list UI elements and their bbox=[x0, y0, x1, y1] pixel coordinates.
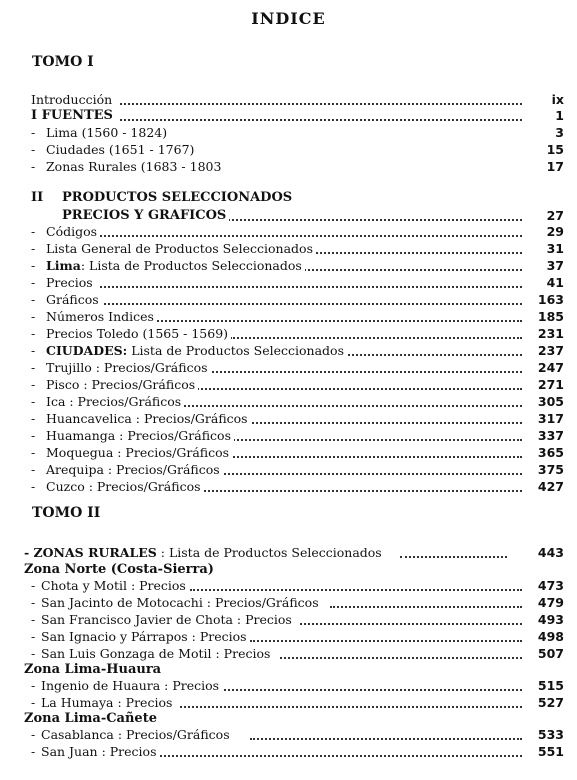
bullet-dash: - bbox=[31, 326, 36, 341]
section-ii-line1 bbox=[0, 190, 577, 206]
entry-label: Ingenio de Huaura : Precios bbox=[41, 678, 222, 694]
dot-leader bbox=[120, 103, 522, 105]
page-number: 15 bbox=[546, 142, 564, 157]
dot-leader bbox=[220, 689, 522, 691]
page-number: 163 bbox=[537, 292, 564, 307]
entry-label bbox=[46, 258, 305, 274]
dot-leader bbox=[200, 219, 522, 221]
entry-label: Lima (1560 - 1824) bbox=[46, 125, 170, 141]
bullet-dash: - bbox=[31, 578, 36, 593]
page-number: 479 bbox=[537, 595, 564, 610]
page-number: 29 bbox=[546, 224, 564, 239]
toc-entry-cuzco[interactable] bbox=[0, 479, 577, 495]
bullet-dash: - bbox=[31, 377, 36, 392]
page-number: 498 bbox=[537, 629, 564, 644]
entry-label: Zonas Rurales (1683 - 1803 bbox=[46, 159, 224, 175]
entry-label: Gráficos bbox=[46, 292, 102, 308]
dot-leader bbox=[100, 303, 522, 305]
page-number: 271 bbox=[537, 377, 564, 392]
dot-leader bbox=[160, 755, 522, 757]
page-number: 527 bbox=[537, 695, 564, 710]
bullet-dash: - bbox=[31, 744, 36, 759]
toc-entry-humaya[interactable] bbox=[0, 695, 577, 711]
bullet-dash: - bbox=[31, 275, 36, 290]
toc-entry-precios[interactable] bbox=[0, 275, 577, 291]
toc-entry-ciudades-lista[interactable] bbox=[0, 343, 577, 359]
toc-entry-san-juan[interactable] bbox=[0, 744, 577, 760]
dot-leader bbox=[220, 473, 522, 475]
bullet-dash: - bbox=[31, 462, 36, 477]
dot-leader bbox=[250, 738, 522, 740]
entry-label: Casablanca : Precios/Gráficos bbox=[41, 727, 233, 743]
zona-canete-heading bbox=[0, 711, 577, 727]
entry-label: Ica : Precios/Gráficos bbox=[46, 394, 184, 410]
toc-entry-ica[interactable] bbox=[0, 394, 577, 410]
dot-leader bbox=[300, 269, 522, 271]
dot-leader bbox=[200, 371, 522, 373]
dot-leader bbox=[180, 405, 522, 407]
zona-huaura-heading bbox=[0, 662, 577, 678]
dot-leader bbox=[340, 354, 522, 356]
toc-entry-san-francisco[interactable] bbox=[0, 612, 577, 628]
page-number: 37 bbox=[546, 258, 564, 273]
toc-entry-lima-lista[interactable] bbox=[0, 258, 577, 274]
section-roman: II bbox=[31, 190, 46, 206]
toc-entry-introduccion[interactable] bbox=[0, 92, 577, 108]
entry-label: Precios bbox=[46, 275, 96, 291]
toc-entry-precios-graficos[interactable] bbox=[0, 208, 577, 224]
bullet-dash: - bbox=[31, 360, 36, 375]
page-number: 375 bbox=[537, 462, 564, 477]
toc-entry-ciudades[interactable] bbox=[0, 142, 577, 158]
dot-leader bbox=[150, 320, 522, 322]
dot-leader bbox=[230, 456, 522, 458]
tomo-i-heading: TOMO I bbox=[32, 54, 94, 70]
dot-leader bbox=[180, 706, 522, 708]
dot-leader bbox=[230, 337, 522, 339]
page-number: 317 bbox=[537, 411, 564, 426]
entry-label-bold: CIUDADES: bbox=[46, 343, 128, 358]
bullet-dash: - bbox=[31, 678, 36, 693]
entry-label-bold: ZONAS RURALES bbox=[33, 545, 157, 560]
entry-label: Moquegua : Precios/Gráficos bbox=[46, 445, 232, 461]
page-number: 365 bbox=[537, 445, 564, 460]
page-number: 31 bbox=[546, 241, 564, 256]
entry-label: San Francisco Javier de Chota : Precios bbox=[41, 612, 295, 628]
toc-entry-huamanga[interactable] bbox=[0, 428, 577, 444]
entry-label: Arequipa : Precios/Gráficos bbox=[46, 462, 223, 478]
toc-entry-casablanca[interactable] bbox=[0, 727, 577, 743]
page-number: 231 bbox=[537, 326, 564, 341]
page-number: 41 bbox=[546, 275, 564, 290]
page-number: 27 bbox=[546, 208, 564, 223]
page-number: 427 bbox=[537, 479, 564, 494]
toc-entry-graficos[interactable] bbox=[0, 292, 577, 308]
entry-label bbox=[24, 545, 385, 561]
entry-label-bold: Lima bbox=[46, 258, 81, 273]
entry-label: San Luis Gonzaga de Motil : Precios bbox=[41, 646, 273, 662]
entry-label: San Jacinto de Motocachi : Precios/Gráficos bbox=[41, 595, 322, 611]
entry-label: Huancavelica : Precios/Gráficos bbox=[46, 411, 251, 427]
toc-entry-zonas-rurales-lista[interactable] bbox=[0, 545, 577, 561]
page-number: 247 bbox=[537, 360, 564, 375]
toc-entry-trujillo[interactable] bbox=[0, 360, 577, 376]
page-number: 17 bbox=[546, 159, 564, 174]
toc-entry-pisco[interactable] bbox=[0, 377, 577, 393]
toc-entry-gonzaga[interactable] bbox=[0, 646, 577, 662]
bullet-dash: - bbox=[31, 125, 36, 140]
bullet-dash: - bbox=[31, 727, 36, 742]
toc-entry-lista-general[interactable] bbox=[0, 241, 577, 257]
toc-entry-chota[interactable] bbox=[0, 578, 577, 594]
page-number: 1 bbox=[555, 108, 564, 123]
bullet-dash: - bbox=[31, 394, 36, 409]
page-number: 185 bbox=[537, 309, 564, 324]
entry-label: I FUENTES bbox=[31, 108, 116, 124]
toc-entry-zonas-rurales[interactable] bbox=[0, 159, 577, 175]
dot-leader bbox=[240, 422, 522, 424]
page-number: 337 bbox=[537, 428, 564, 443]
toc-entry-fuentes[interactable] bbox=[0, 108, 577, 124]
entry-label-rest: Lista de Productos Seleccionados bbox=[127, 343, 344, 358]
entry-label: Códigos bbox=[46, 224, 100, 240]
page-number: ix bbox=[551, 92, 564, 107]
page-number: 3 bbox=[555, 125, 564, 140]
bullet-dash: - bbox=[31, 428, 36, 443]
entry-label: Lista General de Productos Seleccionados bbox=[46, 241, 316, 257]
toc-entry-ingenio[interactable] bbox=[0, 678, 577, 694]
toc-entry-moquegua[interactable] bbox=[0, 445, 577, 461]
bullet-dash: - bbox=[31, 411, 36, 426]
entry-label bbox=[46, 343, 347, 359]
bullet-dash: - bbox=[31, 646, 36, 661]
page-number: 443 bbox=[537, 545, 564, 560]
bullet-dash: - bbox=[31, 695, 36, 710]
entry-label: Números Indices bbox=[46, 309, 157, 325]
bullet-dash: - bbox=[31, 612, 36, 627]
page-number: 515 bbox=[537, 678, 564, 693]
entry-label-rest: : Lista de Productos Seleccionados bbox=[80, 258, 302, 273]
page-number: 237 bbox=[537, 343, 564, 358]
zone-heading: Zona Lima-Cañete bbox=[24, 711, 160, 727]
dot-leader bbox=[200, 490, 522, 492]
entry-label: Pisco : Precios/Gráficos bbox=[46, 377, 198, 393]
bullet-dash: - bbox=[31, 445, 36, 460]
dot-leader bbox=[190, 589, 522, 591]
bullet-dash: - bbox=[31, 142, 36, 157]
entry-label: San Ignacio y Párrapos : Precios bbox=[41, 629, 250, 645]
page-number: 551 bbox=[537, 744, 564, 759]
bullet-dash: - bbox=[31, 479, 36, 494]
page-number: 507 bbox=[537, 646, 564, 661]
dot-leader bbox=[100, 235, 522, 237]
entry-label: PRECIOS Y GRAFICOS bbox=[62, 208, 229, 224]
zone-heading: Zona Norte (Costa-Sierra) bbox=[24, 562, 217, 578]
page-number: 305 bbox=[537, 394, 564, 409]
dot-leader bbox=[120, 119, 522, 121]
bullet-dash: - bbox=[31, 309, 36, 324]
entry-label-rest: : Lista de Productos Seleccionados bbox=[156, 545, 382, 560]
tomo-ii-heading: TOMO II bbox=[32, 505, 101, 521]
bullet-dash: - bbox=[31, 159, 36, 174]
entry-label: La Humaya : Precios bbox=[41, 695, 175, 711]
entry-label-bold: - bbox=[24, 545, 34, 560]
entry-label: Huamanga : Precios/Gráficos bbox=[46, 428, 234, 444]
page-number: 533 bbox=[537, 727, 564, 742]
dot-leader bbox=[330, 606, 522, 608]
entry-label: San Juan : Precios bbox=[41, 744, 160, 760]
toc-entry-codigos[interactable] bbox=[0, 224, 577, 240]
toc-entry-lima[interactable] bbox=[0, 125, 577, 141]
entry-label: Precios Toledo (1565 - 1569) bbox=[46, 326, 231, 342]
toc-entry-motocachi[interactable] bbox=[0, 595, 577, 611]
bullet-dash: - bbox=[31, 224, 36, 239]
toc-entry-precios-toledo[interactable] bbox=[0, 326, 577, 342]
dot-leader bbox=[400, 556, 507, 558]
toc-entry-numeros-indices[interactable] bbox=[0, 309, 577, 325]
section-title: PRODUCTOS SELECCIONADOS bbox=[62, 190, 295, 206]
toc-entry-arequipa[interactable] bbox=[0, 462, 577, 478]
bullet-dash: - bbox=[31, 343, 36, 358]
dot-leader bbox=[300, 623, 522, 625]
dot-leader bbox=[300, 252, 522, 254]
toc-entry-huancavelica[interactable] bbox=[0, 411, 577, 427]
bullet-dash: - bbox=[31, 292, 36, 307]
bullet-dash: - bbox=[31, 241, 36, 256]
entry-label: Trujillo : Precios/Gráficos bbox=[46, 360, 211, 376]
zone-heading: Zona Lima-Huaura bbox=[24, 662, 164, 678]
page-number: 473 bbox=[537, 578, 564, 593]
bullet-dash: - bbox=[31, 258, 36, 273]
page-title: INDICE bbox=[251, 9, 326, 28]
toc-entry-parrapos[interactable] bbox=[0, 629, 577, 645]
dot-leader bbox=[250, 640, 522, 642]
dot-leader bbox=[190, 388, 522, 390]
bullet-dash: - bbox=[31, 629, 36, 644]
entry-label: Cuzco : Precios/Gráficos bbox=[46, 479, 204, 495]
entry-label: Ciudades (1651 - 1767) bbox=[46, 142, 197, 158]
entry-label: Introducción bbox=[31, 92, 115, 108]
dot-leader bbox=[100, 286, 522, 288]
page-number: 493 bbox=[537, 612, 564, 627]
bullet-dash: - bbox=[31, 595, 36, 610]
dot-leader bbox=[280, 657, 522, 659]
dot-leader bbox=[230, 439, 522, 441]
entry-label: Chota y Motil : Precios bbox=[41, 578, 189, 594]
zona-norte-heading bbox=[0, 562, 577, 578]
